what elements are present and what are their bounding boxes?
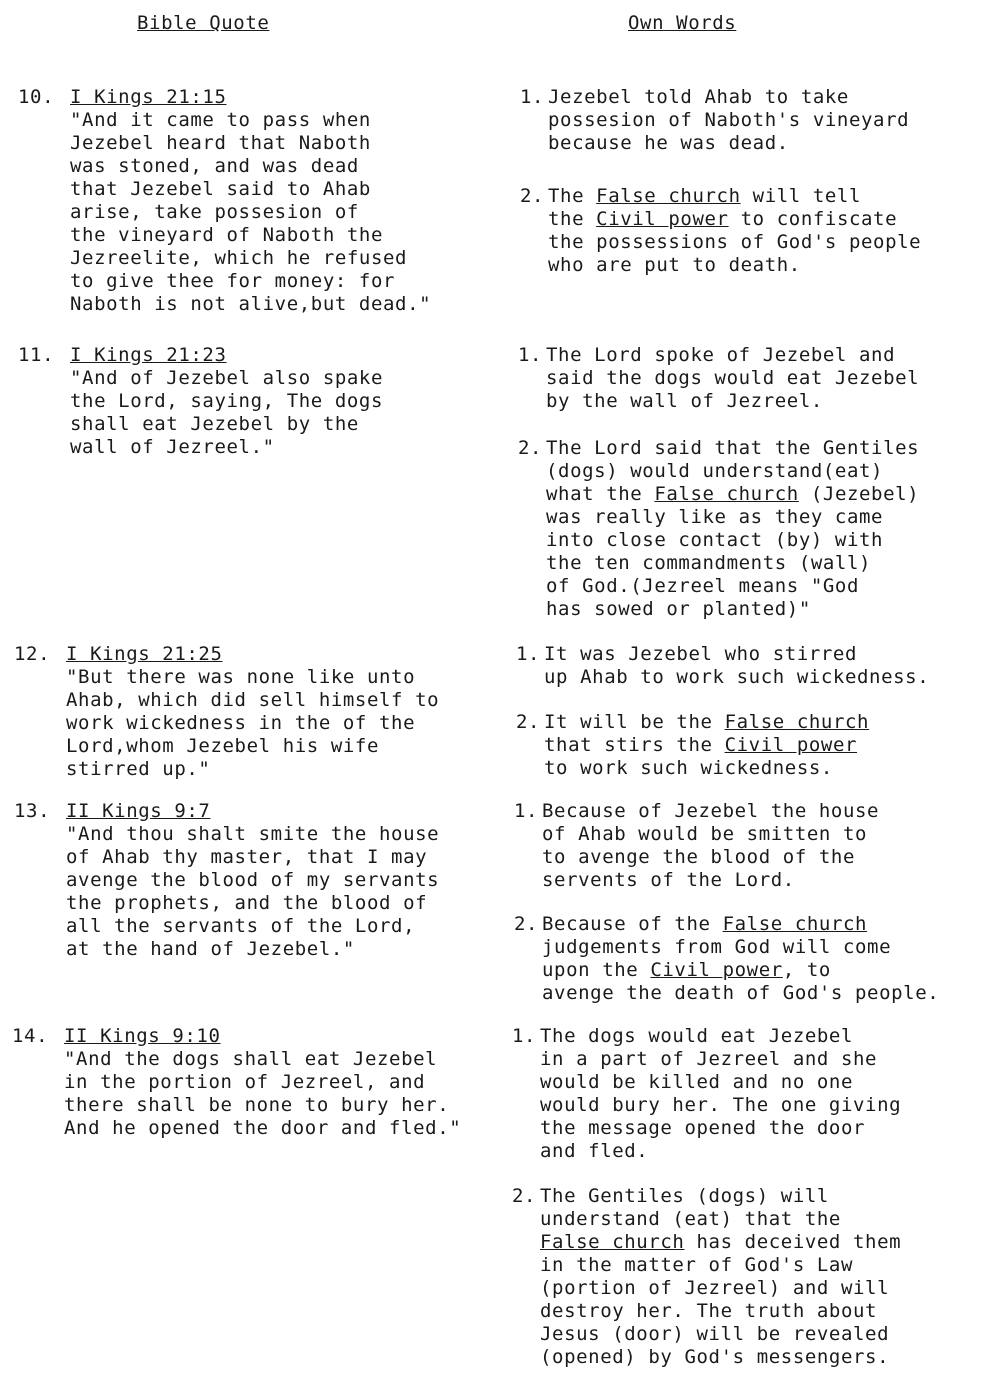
quote-line: "But there was none like unto <box>66 666 416 688</box>
note-line: Jezebel told Ahab to take <box>548 86 849 108</box>
note-line: the message opened the door <box>540 1117 866 1139</box>
note-line: in the matter of God's Law <box>540 1254 854 1276</box>
quote-line: to give thee for money: for <box>70 270 396 292</box>
underlined-term: False church <box>540 1231 685 1253</box>
note-line: (opened) by God's messengers. <box>540 1346 890 1368</box>
note-line: destroy her. The truth about <box>540 1300 878 1322</box>
bible-quote-block <box>66 643 439 781</box>
underlined-term: Civil power <box>724 734 858 756</box>
note-line: It was Jezebel who stirred <box>544 643 858 665</box>
scripture-reference: I Kings 21:23 <box>70 344 227 366</box>
header-right: Own Words <box>628 12 737 34</box>
quote-line: Jezreelite, which he refused <box>70 247 408 269</box>
note-number: 1. <box>518 344 543 366</box>
underlined-term: False church <box>596 185 741 207</box>
quote-line: And he opened the door and fled." <box>64 1117 462 1139</box>
own-words-note <box>540 1025 901 1163</box>
note-line: upon the Civil power, to <box>542 959 831 981</box>
quote-line: in the portion of Jezreel, and <box>64 1071 426 1093</box>
quote-line: wall of Jezreel." <box>70 436 275 458</box>
entry-number: 14. <box>12 1025 49 1047</box>
note-number: 1. <box>520 86 545 108</box>
note-number: 2. <box>518 437 543 459</box>
underlined-term: False church <box>722 913 868 935</box>
quote-line: arise, take possesion of <box>70 201 359 223</box>
note-line: to work such wickedness. <box>544 757 833 779</box>
scripture-reference: II Kings 9:10 <box>64 1025 221 1047</box>
quote-line: all the servants of the Lord, <box>66 915 416 937</box>
note-line: (dogs) would understand(eat) <box>546 460 884 482</box>
note-number: 2. <box>516 711 541 733</box>
note-line: who are put to death. <box>548 254 801 276</box>
quote-line: "And the dogs shall eat Jezebel <box>64 1048 438 1070</box>
note-line: The Lord said that the Gentiles <box>546 437 920 459</box>
note-line: has sowed or planted)" <box>546 598 811 620</box>
bible-quote-block <box>70 86 431 316</box>
quote-line: there shall be none to bury her. <box>64 1094 450 1116</box>
quote-line: Ahab, which did sell himself to <box>66 689 440 711</box>
note-line: that stirs the Civil power <box>544 734 858 756</box>
entry-number: 11. <box>18 344 55 366</box>
quote-line: "And thou shalt smite the house <box>66 823 440 845</box>
note-line: Because of Jezebel the house <box>542 800 880 822</box>
note-line: in a part of Jezreel and she <box>540 1048 878 1070</box>
note-line: servents of the Lord. <box>542 869 795 891</box>
own-words-note <box>542 800 879 892</box>
note-line: the ten commandments (wall) <box>546 552 872 574</box>
quote-line: the vineyard of Naboth the <box>70 224 384 246</box>
quote-line: "And of Jezebel also spake <box>70 367 384 389</box>
scripture-reference: I Kings 21:15 <box>70 86 227 108</box>
note-line: the possessions of God's people <box>548 231 922 253</box>
quote-line: was stoned, and was dead <box>70 155 359 177</box>
note-line: said the dogs would eat Jezebel <box>546 367 920 389</box>
note-line: by the wall of Jezreel. <box>546 390 823 412</box>
header-left: Bible Quote <box>137 12 270 34</box>
note-line: of God.(Jezreel means "God <box>546 575 860 597</box>
note-line: understand (eat) that the <box>540 1208 841 1230</box>
note-line: the Civil power to confiscate <box>548 208 898 230</box>
own-words-note <box>548 86 909 155</box>
bible-quote-block <box>70 344 383 459</box>
quote-line: Lord,whom Jezebel his wife <box>66 735 380 757</box>
note-line: to avenge the blood of the <box>542 846 856 868</box>
underlined-term: Civil power <box>650 959 783 981</box>
quote-line: avenge the blood of my servants <box>66 869 440 891</box>
underlined-term: False church <box>654 483 799 505</box>
note-number: 1. <box>514 800 539 822</box>
quote-line: shall eat Jezebel by the <box>70 413 359 435</box>
own-words-note <box>546 437 919 621</box>
note-line: into close contact (by) with <box>546 529 884 551</box>
entry-number: 13. <box>14 800 51 822</box>
note-number: 1. <box>516 643 541 665</box>
note-line: avenge the death of God's people. <box>542 982 940 1004</box>
note-line: what the False church (Jezebel) <box>546 483 920 505</box>
note-line: It will be the False church <box>544 711 870 733</box>
quote-line: Naboth is not alive,but dead." <box>70 293 432 315</box>
underlined-term: Civil power <box>596 208 729 230</box>
scripture-reference: II Kings 9:7 <box>66 800 211 822</box>
quote-line: of Ahab thy master, that I may <box>66 846 428 868</box>
note-line: was really like as they came <box>546 506 884 528</box>
note-line: (portion of Jezreel) and will <box>540 1277 890 1299</box>
note-line: Jesus (door) will be revealed <box>540 1323 890 1345</box>
own-words-note <box>544 711 869 780</box>
own-words-note <box>548 185 921 277</box>
own-words-note <box>540 1185 901 1369</box>
note-line: judgements from God will come <box>542 936 892 958</box>
note-line: The Gentiles (dogs) will <box>540 1185 829 1207</box>
quote-line: work wickedness in the of the <box>66 712 416 734</box>
quote-line: the Lord, saying, The dogs <box>70 390 384 412</box>
entry-number: 12. <box>14 643 51 665</box>
note-line: False church has deceived them <box>540 1231 902 1253</box>
quote-line: at the hand of Jezebel." <box>66 938 355 960</box>
note-line: would bury her. The one giving <box>540 1094 902 1116</box>
quote-line: that Jezebel said to Ahab <box>70 178 371 200</box>
note-number: 2. <box>520 185 545 207</box>
note-line: up Ahab to work such wickedness. <box>544 666 930 688</box>
note-line: because he was dead. <box>548 132 789 154</box>
note-number: 2. <box>514 913 539 935</box>
quote-line: stirred up." <box>66 758 211 780</box>
quote-line: "And it came to pass when <box>70 109 371 131</box>
note-line: would be killed and no one <box>540 1071 854 1093</box>
own-words-note <box>544 643 929 689</box>
note-line: The dogs would eat Jezebel <box>540 1025 854 1047</box>
own-words-note <box>546 344 919 413</box>
note-line: and fled. <box>540 1140 649 1162</box>
underlined-term: False church <box>724 711 870 733</box>
note-line: Because of the False church <box>542 913 868 935</box>
bible-quote-block <box>64 1025 461 1140</box>
own-words-note <box>542 913 939 1005</box>
quote-line: Jezebel heard that Naboth <box>70 132 371 154</box>
entry-number: 10. <box>18 86 55 108</box>
note-number: 2. <box>512 1185 537 1207</box>
note-line: of Ahab would be smitten to <box>542 823 868 845</box>
bible-quote-block <box>66 800 439 961</box>
quote-line: the prophets, and the blood of <box>66 892 428 914</box>
note-line: The Lord spoke of Jezebel and <box>546 344 896 366</box>
note-number: 1. <box>512 1025 537 1047</box>
note-line: possesion of Naboth's vineyard <box>548 109 910 131</box>
note-line: The False church will tell <box>548 185 862 207</box>
scripture-reference: I Kings 21:25 <box>66 643 223 665</box>
